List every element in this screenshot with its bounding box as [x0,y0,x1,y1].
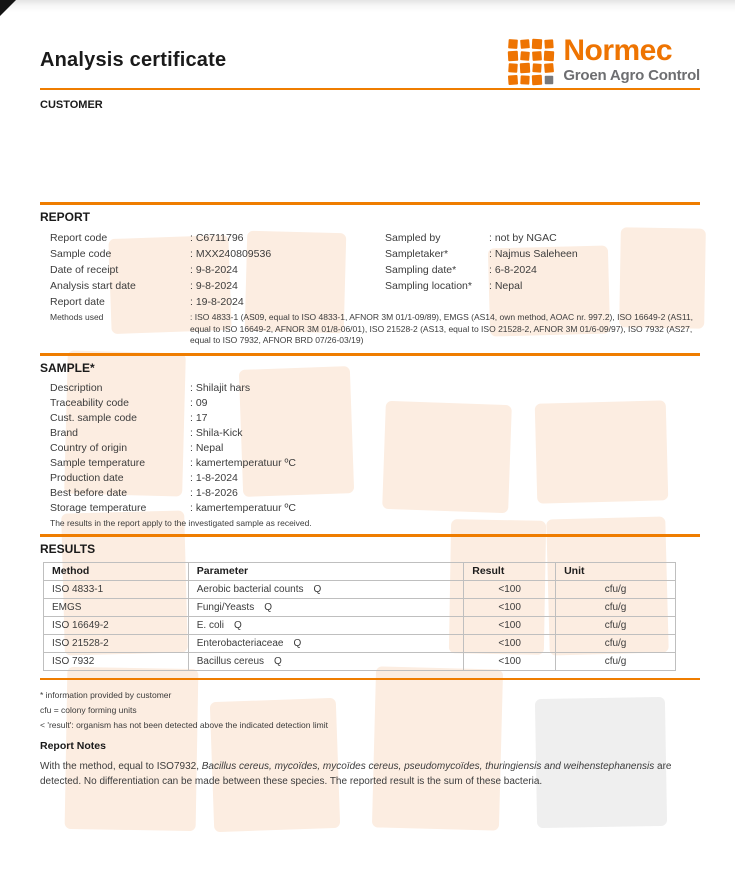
report-notes-species: Bacillus cereus, mycoïdes, mycoïdes cereus, pseudomycoïdes, thuringiensis and weihenstephanensis [201,760,655,772]
field-row [40,230,385,246]
footnotes [40,688,700,733]
field-value: : MXX240809536 [190,246,271,262]
normec-grid-icon [508,39,554,85]
results-heading: RESULTS [40,541,96,556]
cell-method: EMGS [44,598,189,616]
report-notes-text [40,759,700,789]
field-row [385,246,700,262]
field-value: : 09 [190,396,208,411]
field-row [40,262,385,278]
field-value: : Najmus Saleheen [489,246,578,262]
cell-method: ISO 7932 [44,652,189,670]
cell-parameter [188,580,463,598]
field-row [40,294,385,310]
field-label: Sampling location* [385,280,472,292]
field-row [40,426,700,441]
cell-unit: cfu/g [556,652,676,670]
cell-method: ISO 21528-2 [44,634,189,652]
field-label: Storage temperature [50,501,147,514]
customer-heading: CUSTOMER [40,99,103,111]
cell-unit: cfu/g [556,580,676,598]
field-label: Sampled by [385,232,441,244]
report-divider [40,202,700,205]
cell-unit: cfu/g [556,616,676,634]
logo-brand: Normec [563,33,673,67]
field-value: : Nepal [489,278,522,294]
cell-parameter [188,598,463,616]
field-value: : 9-8-2024 [190,278,238,294]
field-value: : 17 [190,411,208,426]
field-row [40,246,385,262]
field-label: Description [50,381,103,394]
field-label: Brand [50,426,79,439]
parameter-name: Enterobacteriaceae [196,637,284,649]
parameter-name: Aerobic bacterial counts [196,583,304,595]
field-row [385,230,700,246]
result-row [44,652,676,670]
methods-used-label: Methods used [50,312,104,322]
cell-parameter [188,652,463,670]
cell-parameter [188,616,463,634]
cell-parameter [188,634,463,652]
report-notes-prefix: With the method, equal to ISO7932, [40,760,202,772]
field-label: Analysis start date [50,280,136,292]
sample-fields [40,381,700,516]
field-value: : 1-8-2026 [190,486,238,501]
result-row [44,616,676,634]
cell-method: ISO 16649-2 [44,616,189,634]
footnote-line: cfu = colony forming units [40,704,137,715]
logo-subbrand: Groen Agro Control [563,66,700,84]
report-notes-suffix: are detected. No differentiation can be made between these species. The reported result is the sum of these bacteria. [40,760,672,787]
field-label: Sample temperature [50,456,146,469]
q-flag: Q [234,619,242,631]
header-divider [40,88,700,90]
result-row [44,580,676,598]
cell-method: ISO 4833-1 [44,580,189,598]
field-row [40,486,700,501]
methods-used-row [40,312,700,347]
q-flag: Q [264,601,272,613]
footnote-line: < 'result': organism has not been detected above the indicated detection limit [40,719,328,730]
field-value: : C6711796 [190,230,244,246]
field-label: Report code [50,232,108,244]
field-value: : Nepal [190,441,223,456]
normec-logo [508,33,700,85]
field-row [40,501,700,516]
field-label: Country of origin [50,441,128,454]
field-row [40,396,700,411]
field-label: Traceability code [50,396,129,409]
results-header-row [44,562,676,580]
report-section [40,230,700,347]
q-flag: Q [274,655,282,667]
report-fields [40,230,700,310]
field-row [385,262,700,278]
field-label: Report date [50,296,105,308]
cell-result: <100 [464,598,556,616]
cell-unit: cfu/g [556,634,676,652]
header [40,34,700,86]
field-value: : 19-8-2024 [190,294,244,310]
sample-heading: SAMPLE* [40,360,95,375]
results-bottom-divider [40,678,700,680]
field-label: Sampling date* [385,264,457,276]
field-label: Sample code [50,248,112,260]
page-title: Analysis certificate [40,48,227,71]
field-label: Sampletaker* [385,248,449,260]
field-label: Cust. sample code [50,411,137,424]
sample-divider [40,353,700,356]
field-value: : not by NGAC [489,230,557,246]
parameter-name: Bacillus cereus [196,655,265,667]
result-row [44,634,676,652]
field-label: Best before date [50,486,128,499]
field-value: : Shilajit hars [190,381,250,396]
cell-result: <100 [464,616,556,634]
field-row [40,381,700,396]
results-divider [40,534,700,537]
cell-unit: cfu/g [556,598,676,616]
field-value: : 1-8-2024 [190,471,238,486]
field-row [40,411,700,426]
column-header-method: Method [44,562,189,580]
field-row [385,278,700,294]
page-corner-fold [0,0,16,16]
field-value: : 6-8-2024 [489,262,537,278]
report-fields-right [385,230,700,310]
field-label: Production date [50,471,124,484]
field-value: : kamertemperatuur ºC [190,501,296,516]
field-value: : 9-8-2024 [190,262,238,278]
field-value: : Shila-Kick [190,426,243,441]
sample-note: The results in the report apply to the investigated sample as received. [50,517,312,528]
report-fields-left [40,230,385,310]
parameter-name: Fungi/Yeasts [196,601,255,613]
parameter-name: E. coli [196,619,224,631]
cell-result: <100 [464,652,556,670]
column-header-result: Result [464,562,556,580]
cell-result: <100 [464,580,556,598]
result-row [44,598,676,616]
report-notes-heading: Report Notes [40,739,106,752]
field-row [40,471,700,486]
methods-used-value: : ISO 4833-1 (AS09, equal to ISO 4833-1, AFNOR 3M 01/1-09/89), EMGS (AS14, own method, AOAC nr. 997.2), ISO 16649-2 (AS11, equal to ISO 16649-2, AFNOR 3M 01/8-06/01), ISO 21528-2 (AS13, equal to ISO 21528-2, AFNOR 3M 01/6-09/97), ISO 7932 (AS27, equal to ISO 7932, AFNOR BRD 07/26-03/19) [190,312,700,347]
field-value: : kamertemperatuur ºC [190,456,296,471]
results-table [43,562,676,671]
column-header-parameter: Parameter [188,562,463,580]
report-heading: REPORT [40,210,91,224]
q-flag: Q [293,637,302,649]
page-top-shadow [0,0,735,12]
logo-text [563,33,700,84]
field-row [40,456,700,471]
field-label: Date of receipt [50,264,119,276]
field-row [40,441,700,456]
footnote-line: * information provided by customer [40,689,172,700]
column-header-unit: Unit [556,562,676,580]
field-row [40,278,385,294]
q-flag: Q [313,583,322,595]
cell-result: <100 [464,634,556,652]
